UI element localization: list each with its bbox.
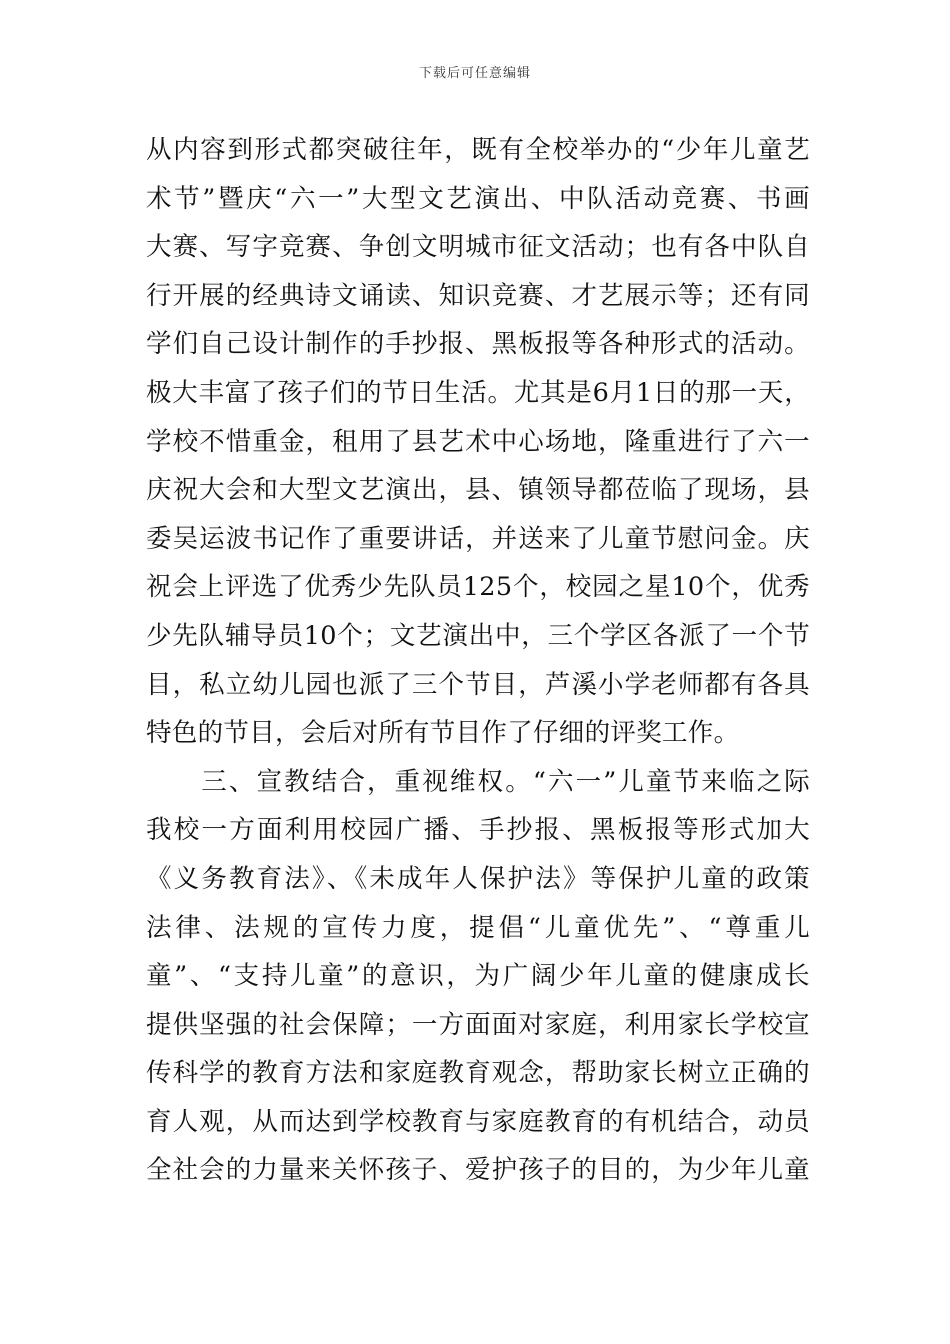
text-line: 法律、法规的宣传力度，提倡“儿童优先”、“尊重儿 [146, 912, 810, 943]
text-line: 提供坚强的社会保障；一方面面对家庭，利用家长学校宣 [146, 1009, 810, 1040]
text-line: 特色的节目，会后对所有节目作了仔细的评奖工作。 [146, 718, 740, 749]
text-line: 《义务教育法》、《未成年人保护法》等保护儿童的政策 [146, 863, 810, 894]
text-line: 传科学的教育方法和家庭教育观念，帮助家长树立正确的 [146, 1058, 810, 1089]
document-body [146, 126, 810, 1195]
text-line: 大赛、写字竞赛、争创文明城市征文活动；也有各中队自 [146, 232, 810, 263]
text-line: 庆祝大会和大型文艺演出，县、镇领导都莅临了现场，县 [146, 475, 810, 506]
text-line: 术节”暨庆“六一”大型文艺演出、中队活动竞赛、书画 [146, 183, 810, 214]
text-line: 从内容到形式都突破往年，既有全校举办的“少年儿童艺 [146, 135, 810, 165]
text-line: 童”、“支持儿童”的意识，为广阔少年儿童的健康成长 [146, 961, 810, 992]
text-line: 目，私立幼儿园也派了三个节目，芦溪小学老师都有各具 [146, 669, 810, 700]
text-line: 委吴运波书记作了重要讲话，并送来了儿童节慰问金。庆 [146, 523, 810, 554]
text-line: 行开展的经典诗文诵读、知识竞赛、才艺展示等；还有同 [146, 280, 810, 311]
text-line: 我校一方面利用校园广播、手抄报、黑板报等形式加大 [146, 815, 810, 846]
text-line: 学们自己设计制作的手抄报、黑板报等各种形式的活动。 [146, 329, 810, 360]
text-line: 少先队辅导员10个；文艺演出中，三个学区各派了一个节 [146, 620, 810, 651]
page-header: 下载后可任意编辑 [418, 66, 531, 81]
text-line: 极大丰富了孩子们的节日生活。尤其是6月1日的那一天， [146, 377, 810, 408]
text-line: 育人观，从而达到学校教育与家庭教育的有机结合，动员 [146, 1106, 810, 1137]
text-line: 祝会上评选了优秀少先队员125个，校园之星10个，优秀 [146, 572, 810, 603]
text-line: 全社会的力量来关怀孩子、爱护孩子的目的，为少年儿童 [146, 1155, 810, 1186]
text-line: 学校不惜重金，租用了县艺术中心场地，隆重进行了六一 [146, 426, 810, 457]
text-line: 三、宣教结合，重视维权。“六一”儿童节来临之际 [146, 766, 810, 797]
